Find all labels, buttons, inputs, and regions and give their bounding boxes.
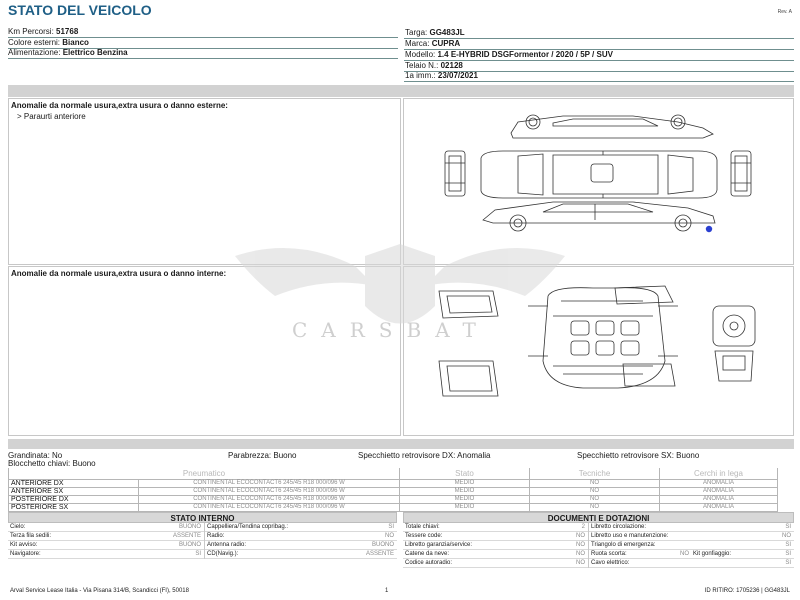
fuel-field: Alimentazione: Elettrico Benzina	[8, 48, 128, 57]
table-row: POSTERIORE DX CONTINENTAL ECOCONTACT6 245/45 R18 000/096 W MEDIO NO ANOMALIA	[9, 495, 778, 503]
table-row: ANTERIORE SX CONTINENTAL ECOCONTACT6 245/45 R18 000/096 W MEDIO NO ANOMALIA	[9, 487, 778, 495]
divider	[8, 58, 398, 59]
model-field: Modello: 1.4 E-HYBRID DSGFormentor / 2020 / 5P / SUV	[405, 50, 613, 59]
color-field: Colore esterni: Bianco	[8, 38, 89, 47]
registration-field: 1a imm.: 23/07/2021	[405, 71, 478, 80]
list-item: Ruota scorta: NO Kit gonfiaggio: SI	[589, 550, 794, 559]
footer-company: Arval Service Lease Italia - Via Pisana 314/B, Scandicci (FI), 50018	[10, 588, 189, 594]
list-item: Terza fila sedili: ASSENTE	[8, 532, 204, 541]
mirror-dx-field: Specchietto retrovisore DX: Anomalia	[358, 451, 491, 460]
external-damage-item: > Paraurti anteriore	[17, 112, 86, 121]
chassis-field: Telaio N.: 02128	[405, 61, 463, 70]
list-item: Libretto garanzia/service: NO	[403, 541, 588, 550]
list-item: Triangolo di emergenza: SI	[589, 541, 794, 550]
list-item: Catene da neve: NO	[403, 550, 588, 559]
section-bar	[8, 439, 794, 449]
list-item: Kit avviso: BUONO	[8, 541, 204, 550]
grandinata-field: Grandinata: No	[8, 451, 63, 460]
list-item: Antenna radio: BUONO	[205, 541, 397, 550]
page-title: STATO DEL VEICOLO	[8, 2, 152, 18]
documenti-header: DOCUMENTI E DOTAZIONI	[403, 512, 794, 523]
tyre-table	[8, 468, 778, 512]
footer-page: 1	[385, 588, 389, 594]
table-row: ANTERIORE DX CONTINENTAL ECOCONTACT6 245/45 R18 000/096 W MEDIO NO ANOMALIA	[9, 479, 778, 487]
damage-marker-icon	[706, 226, 712, 232]
plate-field: Targa: GG483JL	[405, 28, 465, 37]
table-row: POSTERIORE SX CONTINENTAL ECOCONTACT6 245/45 R18 000/096 W MEDIO NO ANOMALIA	[9, 503, 778, 511]
list-item: Libretto circolazione: SI	[589, 523, 794, 532]
list-item: Navigatore: SI	[8, 550, 204, 559]
internal-damage-title: Anomalie da normale usura,extra usura o danno interne:	[11, 269, 227, 278]
divider	[404, 81, 794, 82]
list-item: Cielo: BUONO	[8, 523, 204, 532]
section-bar	[8, 85, 794, 97]
brand-field: Marca: CUPRA	[405, 39, 461, 48]
list-item: CD(Navig.): ASSENTE	[205, 550, 397, 559]
watermark-text: CARSBAT	[292, 318, 490, 342]
km-field: Km Percorsi: 51768	[8, 27, 79, 36]
list-item: Tessere code: NO	[403, 532, 588, 541]
list-item: Codice autoradio: NO	[403, 559, 588, 568]
list-item: Totale chiavi: 2	[403, 523, 588, 532]
mirror-sx-field: Specchietto retrovisore SX: Buono	[577, 451, 700, 460]
tyre-header: Tecniche	[530, 468, 660, 479]
list-item: Libretto uso e manutenzione: NO	[589, 532, 794, 541]
list-item: Cavo elettrico: SI	[589, 559, 794, 568]
tyre-header: Cerchi in lega	[660, 468, 778, 479]
tyre-header: Stato	[400, 468, 530, 479]
stato-interno-header: STATO INTERNO	[8, 512, 397, 523]
list-item: Radio: NO	[205, 532, 397, 541]
list-item: Cappelliera/Tendina copribag.: SI	[205, 523, 397, 532]
footer-ref: ID RITIRO: 1705236 | GG483JL	[704, 588, 790, 594]
parabrezza-field: Parabrezza: Buono	[228, 451, 297, 460]
revision-label: Rev. A	[777, 9, 792, 15]
divider	[404, 38, 794, 39]
key-block-field: Blocchetto chiavi: Buono	[8, 459, 96, 468]
tyre-header: Pneumatico	[9, 468, 400, 479]
external-damage-title: Anomalie da normale usura,extra usura o danno esterne:	[11, 101, 228, 110]
